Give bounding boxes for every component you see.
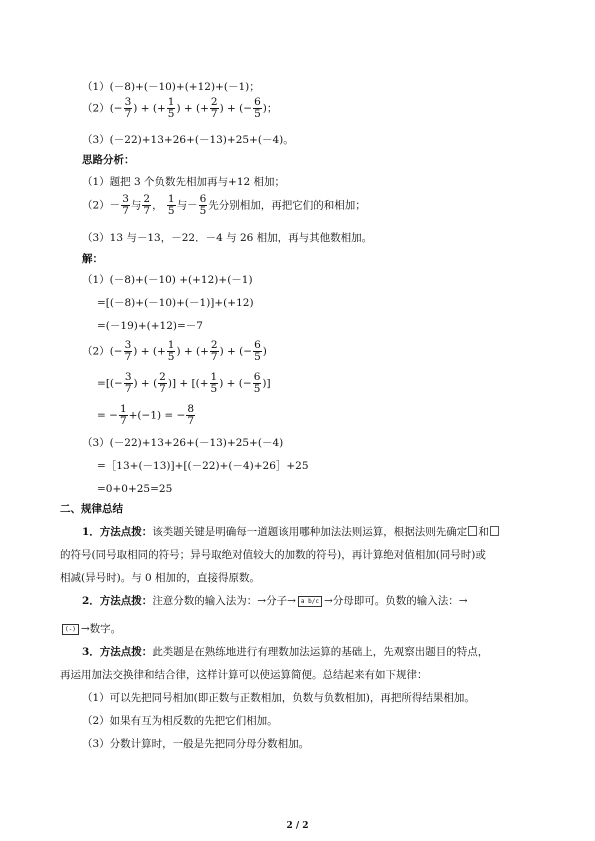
page-number: 2 / 2: [286, 821, 309, 831]
solution-2-line-2: =[(− $\frac{3}{7}$ ) + ( $\frac{2}{7}$ )] + [(+ $\frac{1}{5}$ ) + (− $\frac{6}{5}$ )]: [97, 371, 271, 395]
problem-1: （1）(－8)+(－10)+(+12)+(－1)；: [82, 81, 260, 93]
rule-2-line-2: (-) →数字。: [60, 622, 121, 636]
solution-2-line-1: （2）(− $\frac{3}{7}$ ) + (+ $\frac{1}{5}$ ) + (+ $\frac{2}{7}$ ) + (− $\frac{6}{5}$ ): [82, 339, 267, 363]
solution-3-line-3: =0+0+25=25: [97, 483, 173, 495]
rule-3-item-1: （1）可以先把同号相加(即正数与正数相加，负数与负数相加)，再把所得结果相加。: [82, 692, 475, 704]
rule-3-line-1: 3．方法点拨：此类题是在熟练地进行有理数加法运算的基础上，先观察出题目的特点，: [82, 646, 489, 658]
solution-1-line-1: （1）(－8)+(－10) +(+12)+(－1): [82, 274, 253, 286]
solution-3-line-1: （3）(－22)+13+26+(－13)+25+(－4): [82, 437, 284, 449]
analysis-heading: 思路分析：: [82, 154, 135, 166]
negative-key-icon: (-): [62, 624, 79, 635]
fraction-1-5: $\frac{1}{5}$: [167, 96, 175, 120]
rule-3-item-2: （2）如果有互为相反数的先把它们相加。: [82, 715, 278, 727]
solution-heading: 解：: [82, 253, 103, 265]
rule-3-item-3: （3）分数计算时，一般是先把同分母分数相加。: [82, 738, 310, 750]
solution-1-line-2: =[(－8)+(－10)+(－1)]+(+12): [97, 297, 254, 309]
rule-3-line-2: 再运用加法交换律和结合律，这样计算可以使运算简便。总结起来有如下规律：: [60, 669, 428, 681]
fraction-2-7: $\frac{2}{7}$: [210, 96, 218, 120]
rule-1-line-3: 相减(异号时)。与 0 相加的，直接得原数。: [60, 572, 261, 584]
summary-heading: 二、规律总结: [60, 503, 123, 515]
analysis-3: （3）13 与－13，－22．－4 与 26 相加，再与其他数相加。: [82, 232, 373, 244]
solution-2-line-3: = − $\frac{1}{7}$ +(−1) = − $\frac{8}{7}$: [97, 403, 195, 427]
fraction-3-7: $\frac{3}{7}$: [124, 96, 132, 120]
rule-2-line-1: 2．方法点拨：注意分数的输入法为：→分子→ a b/c →分母即可。负数的输入法：→: [82, 595, 468, 607]
analysis-2: （2）－ $\frac{3}{7}$ 与 $\frac{2}{7}$ ， $\frac{1}{5}$ 与－ $\frac{6}{5}$ 先分别相加，再把它们的和相加；: [82, 193, 366, 217]
rule-1-line-2: 的符号(同号取相同的符号；异号取绝对值较大的加数的符号)，再计算绝对值相加(同号时)或: [60, 549, 486, 561]
fraction-6-5: $\frac{6}{5}$: [254, 96, 261, 120]
placeholder-box-icon: [490, 526, 499, 536]
problem-2: （2）(− $\frac{3}{7}$ ) + (+ $\frac{1}{5}$ ) + (+ $\frac{2}{7}$ ) + (− $\frac{6}{5}$ )；: [82, 96, 278, 120]
analysis-1: （1）题把 3 个负数先相加再与+12 相加；: [82, 176, 286, 188]
fraction-key-icon: a b/c: [298, 596, 322, 607]
solution-3-line-2: =［13+(－13)]+[(－22)+(－4)+26］+25: [97, 460, 309, 472]
rule-1-line-1: 1．方法点拨：该类题关键是明确每一道题该用哪种加法法则运算，根据法则先确定 和: [82, 525, 500, 539]
solution-1-line-3: =(－19)+(+12)=－7: [97, 320, 203, 332]
problem-3: （3）(－22)+13+26+(－13)+25+(－4)。: [82, 134, 294, 146]
placeholder-box-icon: [468, 526, 477, 536]
problem-2-label: （2）: [82, 102, 110, 115]
